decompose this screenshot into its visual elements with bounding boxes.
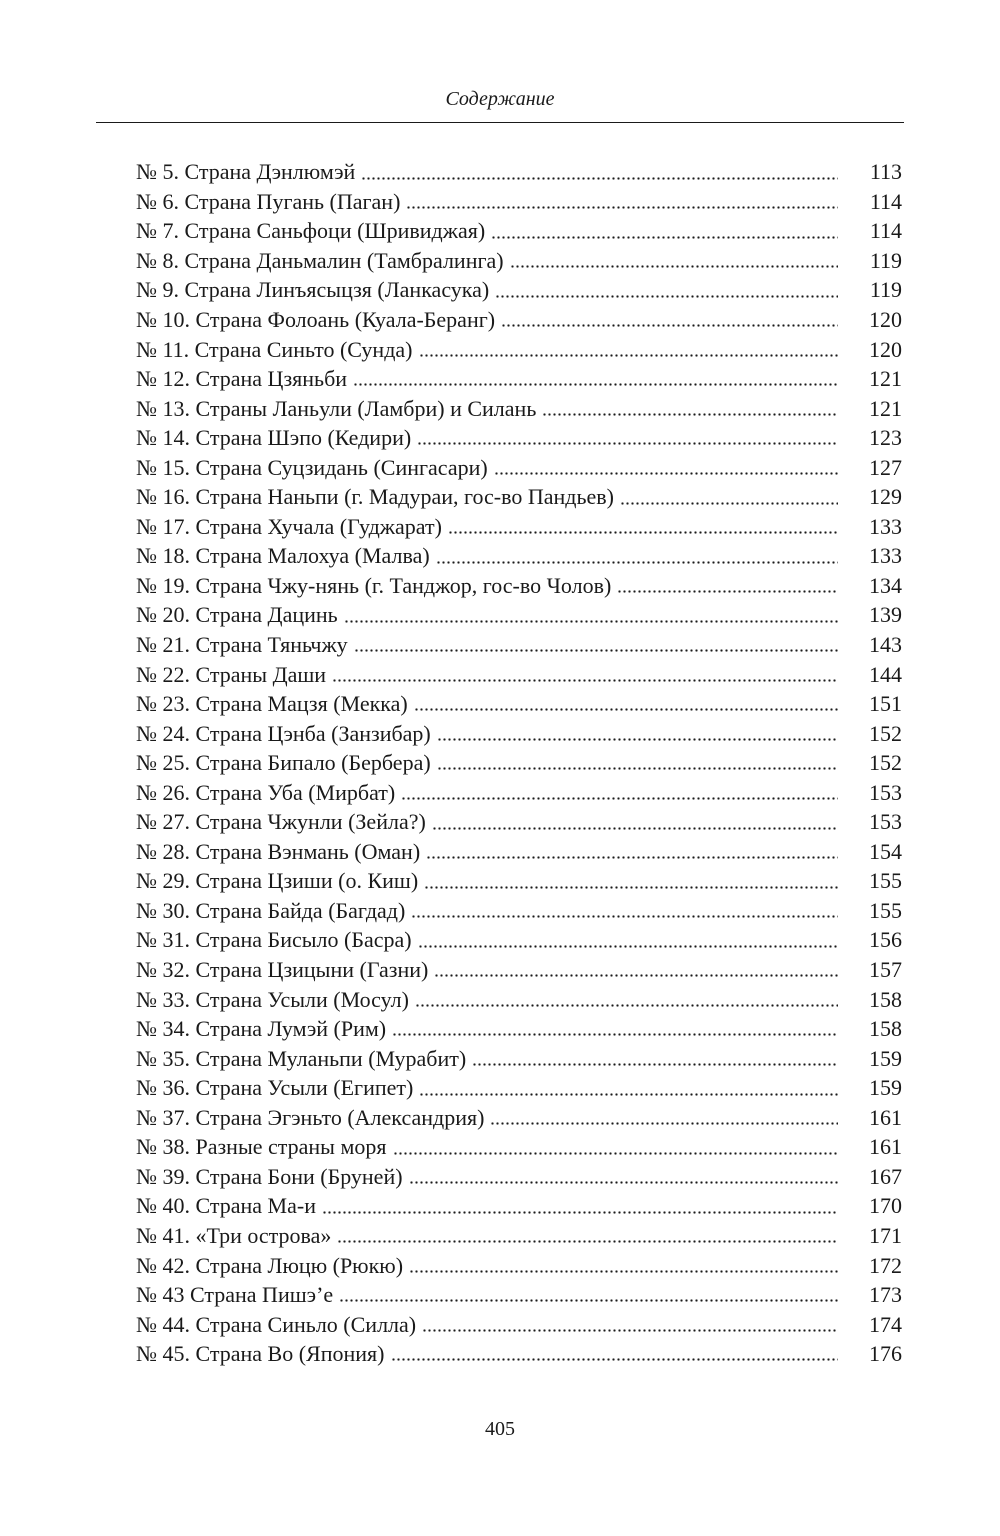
table-of-contents bbox=[136, 157, 902, 1368]
toc-entry-title: № 20. Страна Дацинь bbox=[136, 602, 338, 628]
toc-entry-page: 119 bbox=[869, 277, 902, 303]
toc-entry-title: № 24. Страна Цэнба (Занзибар) bbox=[136, 720, 431, 746]
toc-entry-page: 121 bbox=[869, 366, 902, 392]
toc-entry-title: № 31. Страна Бисыло (Басра) bbox=[136, 927, 412, 953]
toc-entry-title: № 8. Страна Даньмалин (Тамбралинга) bbox=[136, 247, 504, 273]
toc-entry bbox=[136, 866, 902, 896]
toc-entry-page: 129 bbox=[869, 484, 902, 510]
toc-entry bbox=[136, 187, 902, 217]
toc-entry-title: № 10. Страна Фолоань (Куала-Беранг) bbox=[136, 307, 496, 332]
toc-entry-title: № 32. Страна Цзицыни (Газни) bbox=[136, 957, 429, 983]
toc-entry-title: № 33. Страна Усыли (Мосул) bbox=[136, 986, 409, 1012]
dot-leader bbox=[406, 206, 838, 209]
toc-entry-title: № 28. Страна Вэнмань (Оман) bbox=[136, 838, 421, 864]
toc-entry-page: 144 bbox=[869, 661, 902, 687]
dot-leader bbox=[322, 1211, 838, 1214]
toc-entry-page: 154 bbox=[869, 838, 902, 864]
dot-leader bbox=[409, 1270, 838, 1273]
dot-leader bbox=[337, 1240, 838, 1243]
toc-entry-page: 114 bbox=[869, 188, 902, 214]
toc-entry bbox=[136, 246, 902, 276]
dot-leader bbox=[414, 708, 838, 711]
dot-leader bbox=[434, 974, 838, 977]
toc-entry-title: № 39. Страна Бони (Бруней) bbox=[136, 1163, 403, 1189]
dot-leader bbox=[424, 886, 838, 889]
toc-entry-page: 158 bbox=[869, 1016, 902, 1042]
toc-entry-title: № 35. Страна Муланьпи (Мурабит) bbox=[136, 1045, 467, 1071]
toc-entry bbox=[136, 1014, 902, 1044]
toc-entry bbox=[136, 512, 902, 542]
toc-entry bbox=[136, 423, 902, 453]
running-title: Содержание bbox=[445, 88, 555, 110]
toc-entry bbox=[136, 777, 902, 807]
toc-entry-page: 127 bbox=[869, 454, 902, 480]
dot-leader bbox=[417, 442, 838, 445]
toc-entry-title: № 5. Страна Дэнлюмэй bbox=[136, 159, 356, 185]
toc-entry-title: № 7. Страна Саньфоци (Шривиджая) bbox=[136, 218, 486, 244]
toc-entry-page: 143 bbox=[869, 632, 902, 658]
toc-entry-title: № 43 Страна Пишэ’е bbox=[136, 1282, 334, 1308]
toc-entry bbox=[136, 393, 902, 423]
toc-entry bbox=[136, 1162, 902, 1192]
toc-entry bbox=[136, 689, 902, 719]
toc-entry-title: № 25. Страна Бипало (Бербера) bbox=[136, 750, 431, 776]
toc-entry-page: 170 bbox=[869, 1193, 902, 1219]
toc-entry bbox=[136, 1073, 902, 1103]
toc-entry bbox=[136, 157, 902, 187]
toc-entry-title: № 38. Разные страны моря bbox=[136, 1134, 387, 1160]
toc-entry-page: 159 bbox=[869, 1045, 902, 1071]
dot-leader bbox=[494, 472, 838, 475]
toc-entry bbox=[136, 1280, 902, 1310]
toc-entry bbox=[136, 364, 902, 394]
toc-entry bbox=[136, 925, 902, 955]
dot-leader bbox=[409, 1181, 838, 1184]
toc-entry-page: 152 bbox=[869, 720, 902, 746]
toc-entry-title: № 13. Страны Ланьули (Ламбри) и Силань bbox=[136, 395, 537, 421]
dot-leader bbox=[426, 856, 838, 859]
toc-entry-page: 156 bbox=[869, 927, 902, 953]
dot-leader bbox=[419, 354, 839, 357]
toc-entry bbox=[136, 1191, 902, 1221]
toc-entry bbox=[136, 305, 902, 335]
toc-entry-page: 167 bbox=[869, 1163, 902, 1189]
toc-entry-title: № 11. Страна Синьто (Сунда) bbox=[136, 336, 413, 362]
toc-entry-title: № 6. Страна Пугань (Паган) bbox=[136, 188, 401, 214]
toc-entry-title: № 26. Страна Уба (Мирбат) bbox=[136, 779, 396, 805]
toc-entry-page: 139 bbox=[869, 602, 902, 628]
page-number: 405 bbox=[485, 1418, 515, 1440]
toc-entry bbox=[136, 1132, 902, 1162]
toc-entry bbox=[136, 659, 902, 689]
toc-entry-title: № 16. Страна Наньпи (г. Мадураи, гос-во Пандьев) bbox=[136, 484, 614, 510]
toc-entry bbox=[136, 334, 902, 364]
dot-leader bbox=[419, 1093, 838, 1096]
dot-leader bbox=[491, 236, 838, 239]
toc-entry-page: 153 bbox=[869, 809, 902, 835]
toc-entry-page: 114 bbox=[869, 218, 902, 244]
dot-leader bbox=[339, 1299, 838, 1302]
toc-entry-page: 113 bbox=[869, 159, 902, 185]
dot-leader bbox=[344, 620, 838, 623]
dot-leader bbox=[401, 797, 838, 800]
toc-entry bbox=[136, 1221, 902, 1251]
toc-entry-title: № 15. Страна Суцзидань (Сингасари) bbox=[136, 454, 488, 480]
toc-entry-title: № 34. Страна Лумэй (Рим) bbox=[136, 1016, 387, 1042]
toc-entry-title: № 44. Страна Синьло (Силла) bbox=[136, 1311, 417, 1337]
toc-entry-page: 120 bbox=[869, 307, 902, 332]
toc-entry-title: № 41. «Три острова» bbox=[136, 1222, 332, 1248]
toc-entry-title: № 23. Страна Мацзя (Мекка) bbox=[136, 691, 408, 717]
toc-entry-page: 176 bbox=[869, 1341, 902, 1367]
toc-entry-page: 151 bbox=[869, 691, 902, 717]
toc-entry-page: 153 bbox=[869, 779, 902, 805]
toc-entry bbox=[136, 837, 902, 867]
toc-entry-title: № 42. Страна Люцю (Рюкю) bbox=[136, 1252, 404, 1278]
toc-entry-page: 119 bbox=[869, 247, 902, 273]
toc-entry bbox=[136, 630, 902, 660]
toc-entry-page: 133 bbox=[869, 543, 902, 569]
toc-entry-title: № 36. Страна Усыли (Египет) bbox=[136, 1075, 414, 1101]
toc-entry-title: № 14. Страна Шэпо (Кедири) bbox=[136, 425, 412, 451]
toc-entry bbox=[136, 955, 902, 985]
toc-entry bbox=[136, 541, 902, 571]
toc-entry-page: 133 bbox=[869, 513, 902, 539]
toc-entry-page: 120 bbox=[869, 336, 902, 362]
toc-entry-page: 158 bbox=[869, 986, 902, 1012]
toc-entry-page: 121 bbox=[869, 395, 902, 421]
header-rule bbox=[96, 122, 904, 123]
toc-entry-page: 123 bbox=[869, 425, 902, 451]
toc-entry-page: 172 bbox=[869, 1252, 902, 1278]
toc-entry bbox=[136, 216, 902, 246]
toc-entry-title: № 29. Страна Цзиши (о. Киш) bbox=[136, 868, 419, 894]
toc-entry-page: 161 bbox=[869, 1104, 902, 1130]
toc-entry-title: № 9. Страна Линъясыцзя (Ланкасука) bbox=[136, 277, 490, 303]
dot-leader bbox=[361, 177, 838, 180]
toc-entry-title: № 37. Страна Эгэньто (Александрия) bbox=[136, 1104, 485, 1130]
toc-entry-title: № 21. Страна Тяньчжу bbox=[136, 632, 348, 658]
toc-entry-page: 134 bbox=[869, 572, 902, 598]
dot-leader bbox=[436, 561, 838, 564]
dot-leader bbox=[437, 738, 838, 741]
toc-entry bbox=[136, 1103, 902, 1133]
toc-entry-page: 152 bbox=[869, 750, 902, 776]
toc-entry bbox=[136, 1043, 902, 1073]
dot-leader bbox=[354, 649, 838, 652]
toc-entry bbox=[136, 807, 902, 837]
toc-entry bbox=[136, 748, 902, 778]
toc-entry bbox=[136, 1309, 902, 1339]
toc-entry-page: 161 bbox=[869, 1134, 902, 1160]
toc-entry bbox=[136, 600, 902, 630]
dot-leader bbox=[617, 590, 838, 593]
toc-entry bbox=[136, 1250, 902, 1280]
toc-entry-title: № 17. Страна Хучала (Гуджарат) bbox=[136, 513, 442, 539]
toc-entry-title: № 12. Страна Цзяньби bbox=[136, 366, 348, 392]
toc-entry-title: № 27. Страна Чжунли (Зейла?) bbox=[136, 809, 426, 835]
toc-entry-title: № 40. Страна Ма-и bbox=[136, 1193, 316, 1219]
toc-entry bbox=[136, 275, 902, 305]
toc-entry bbox=[136, 1339, 902, 1369]
toc-entry bbox=[136, 718, 902, 748]
toc-entry-page: 157 bbox=[869, 957, 902, 983]
dot-leader bbox=[332, 679, 838, 682]
dot-leader bbox=[495, 295, 838, 298]
dot-leader bbox=[418, 945, 838, 948]
dot-leader bbox=[448, 531, 838, 534]
dot-leader bbox=[472, 1063, 838, 1066]
toc-entry-page: 173 bbox=[869, 1282, 902, 1308]
toc-entry bbox=[136, 984, 902, 1014]
toc-entry-title: № 45. Страна Во (Япония) bbox=[136, 1341, 385, 1367]
toc-entry bbox=[136, 482, 902, 512]
toc-entry-page: 174 bbox=[869, 1311, 902, 1337]
dot-leader bbox=[620, 502, 838, 505]
dot-leader bbox=[415, 1004, 838, 1007]
dot-leader bbox=[411, 915, 838, 918]
dot-leader bbox=[501, 324, 838, 327]
toc-entry bbox=[136, 896, 902, 926]
dot-leader bbox=[510, 265, 838, 268]
dot-leader bbox=[393, 1152, 838, 1155]
toc-entry-page: 159 bbox=[869, 1075, 902, 1101]
dot-leader bbox=[542, 413, 838, 416]
toc-entry-title: № 30. Страна Байда (Багдад) bbox=[136, 897, 406, 923]
dot-leader bbox=[432, 827, 838, 830]
toc-entry-page: 155 bbox=[869, 868, 902, 894]
dot-leader bbox=[422, 1329, 838, 1332]
dot-leader bbox=[353, 383, 838, 386]
toc-entry-page: 155 bbox=[869, 897, 902, 923]
toc-entry-title: № 22. Страны Даши bbox=[136, 661, 327, 687]
toc-entry bbox=[136, 571, 902, 601]
dot-leader bbox=[437, 767, 838, 770]
toc-entry bbox=[136, 452, 902, 482]
toc-entry-title: № 18. Страна Малохуа (Малва) bbox=[136, 543, 430, 569]
dot-leader bbox=[490, 1122, 838, 1125]
dot-leader bbox=[391, 1358, 839, 1361]
toc-entry-page: 171 bbox=[869, 1222, 902, 1248]
toc-entry-title: № 19. Страна Чжу-нянь (г. Танджор, гос-во Чолов) bbox=[136, 572, 612, 598]
dot-leader bbox=[392, 1033, 838, 1036]
